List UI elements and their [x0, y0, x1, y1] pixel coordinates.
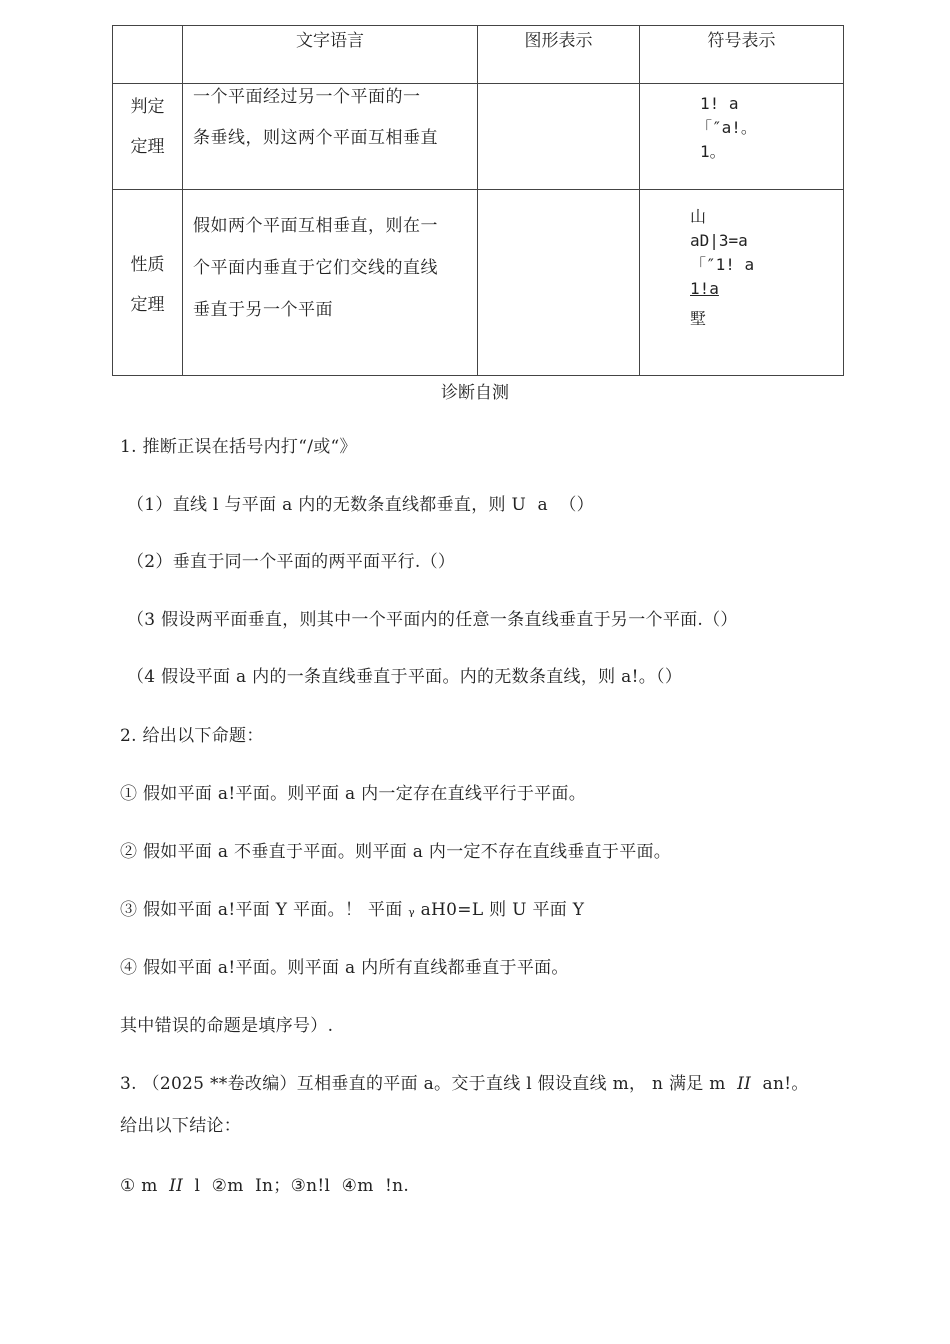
question-2-item-2: ② 假如平面 a 不垂直于平面。则平面 a 内一定不存在直线垂直于平面。: [120, 842, 672, 862]
question-3-stem: 3. （2025 **卷改编）互相垂直的平面 a。交于直线 l 假设直线 m， n 满足 m 𝐼𝐼 an!。: [120, 1074, 809, 1094]
row-label-line: 性质: [130, 255, 165, 275]
question-1-item-3: （3 假设两平面垂直，则其中一个平面内的任意一条直线垂直于另一个平面.（）: [127, 610, 738, 630]
symbol-line: 1! a: [700, 94, 739, 113]
symbol-cell: [640, 190, 844, 376]
row-label-line: 定理: [130, 295, 165, 315]
question-1-item-4: （4 假设平面 a 内的一条直线垂直于平面。内的无数条直线，则 a!。（）: [127, 667, 683, 687]
symbol-cell: [640, 84, 844, 190]
header-cell-symbol: 符号表示: [640, 26, 844, 84]
header-cell-text-language: 文字语言: [183, 26, 478, 84]
symbol-line: 1!a: [690, 279, 719, 298]
symbol-line: 「″a!。: [696, 118, 757, 137]
text-line: 假如两个平面互相垂直，则在一: [193, 216, 438, 236]
text-line: 一个平面经过另一个平面的一: [193, 87, 421, 107]
question-3-options: ① m 𝐼𝐼 l ②m In；③n!l ④m !n.: [120, 1176, 410, 1196]
table-header-row: [113, 26, 844, 84]
text-language-cell: [183, 84, 478, 190]
text-line: 垂直于另一个平面: [193, 300, 333, 320]
header-cell-figure: 图形表示: [478, 26, 640, 84]
question-2-stem: 2. 给出以下命题：: [120, 726, 264, 746]
row-label-line: 判定: [130, 97, 165, 117]
section-title: 诊断自测: [441, 383, 509, 403]
row-label-line: 定理: [130, 137, 165, 157]
row-label: [113, 190, 183, 376]
question-1-stem: 1. 推断正误在括号内打“/或“》: [120, 437, 357, 457]
theorem-table: [112, 25, 844, 376]
row-label: [113, 84, 183, 190]
symbol-line: 墅: [690, 309, 707, 328]
table-row-property-theorem: [113, 190, 844, 376]
header-cell-empty: [113, 26, 183, 84]
question-2-item-3: ③ 假如平面 a!平面 Y 平面。！ 平面 ᵧ aH0=L 则 U 平面 Y: [120, 900, 585, 920]
question-1-item-1: （1）直线 l 与平面 a 内的无数条直线都垂直，则 U a （）: [127, 495, 594, 515]
figure-cell: [478, 190, 640, 376]
symbol-line: 1。: [700, 142, 726, 161]
text-line: 个平面内垂直于它们交线的直线: [193, 258, 438, 278]
symbol-line: aD|3=a: [690, 231, 748, 250]
question-2-prompt: 其中错误的命题是填序号）.: [120, 1016, 334, 1036]
question-1-item-2: （2）垂直于同一个平面的两平面平行.（）: [127, 552, 456, 572]
text-language-cell: [183, 190, 478, 376]
symbol-line: 「″1! a: [690, 255, 755, 274]
question-2-item-4: ④ 假如平面 a!平面。则平面 a 内所有直线都垂直于平面。: [120, 958, 569, 978]
symbol-line: 山: [690, 207, 707, 226]
question-2-item-1: ① 假如平面 a!平面。则平面 a 内一定存在直线平行于平面。: [120, 784, 587, 804]
question-3-prompt: 给出以下结论：: [120, 1116, 242, 1136]
table-row-judgement-theorem: [113, 84, 844, 190]
text-line: 条垂线，则这两个平面互相垂直: [193, 128, 438, 148]
figure-cell: [478, 84, 640, 190]
